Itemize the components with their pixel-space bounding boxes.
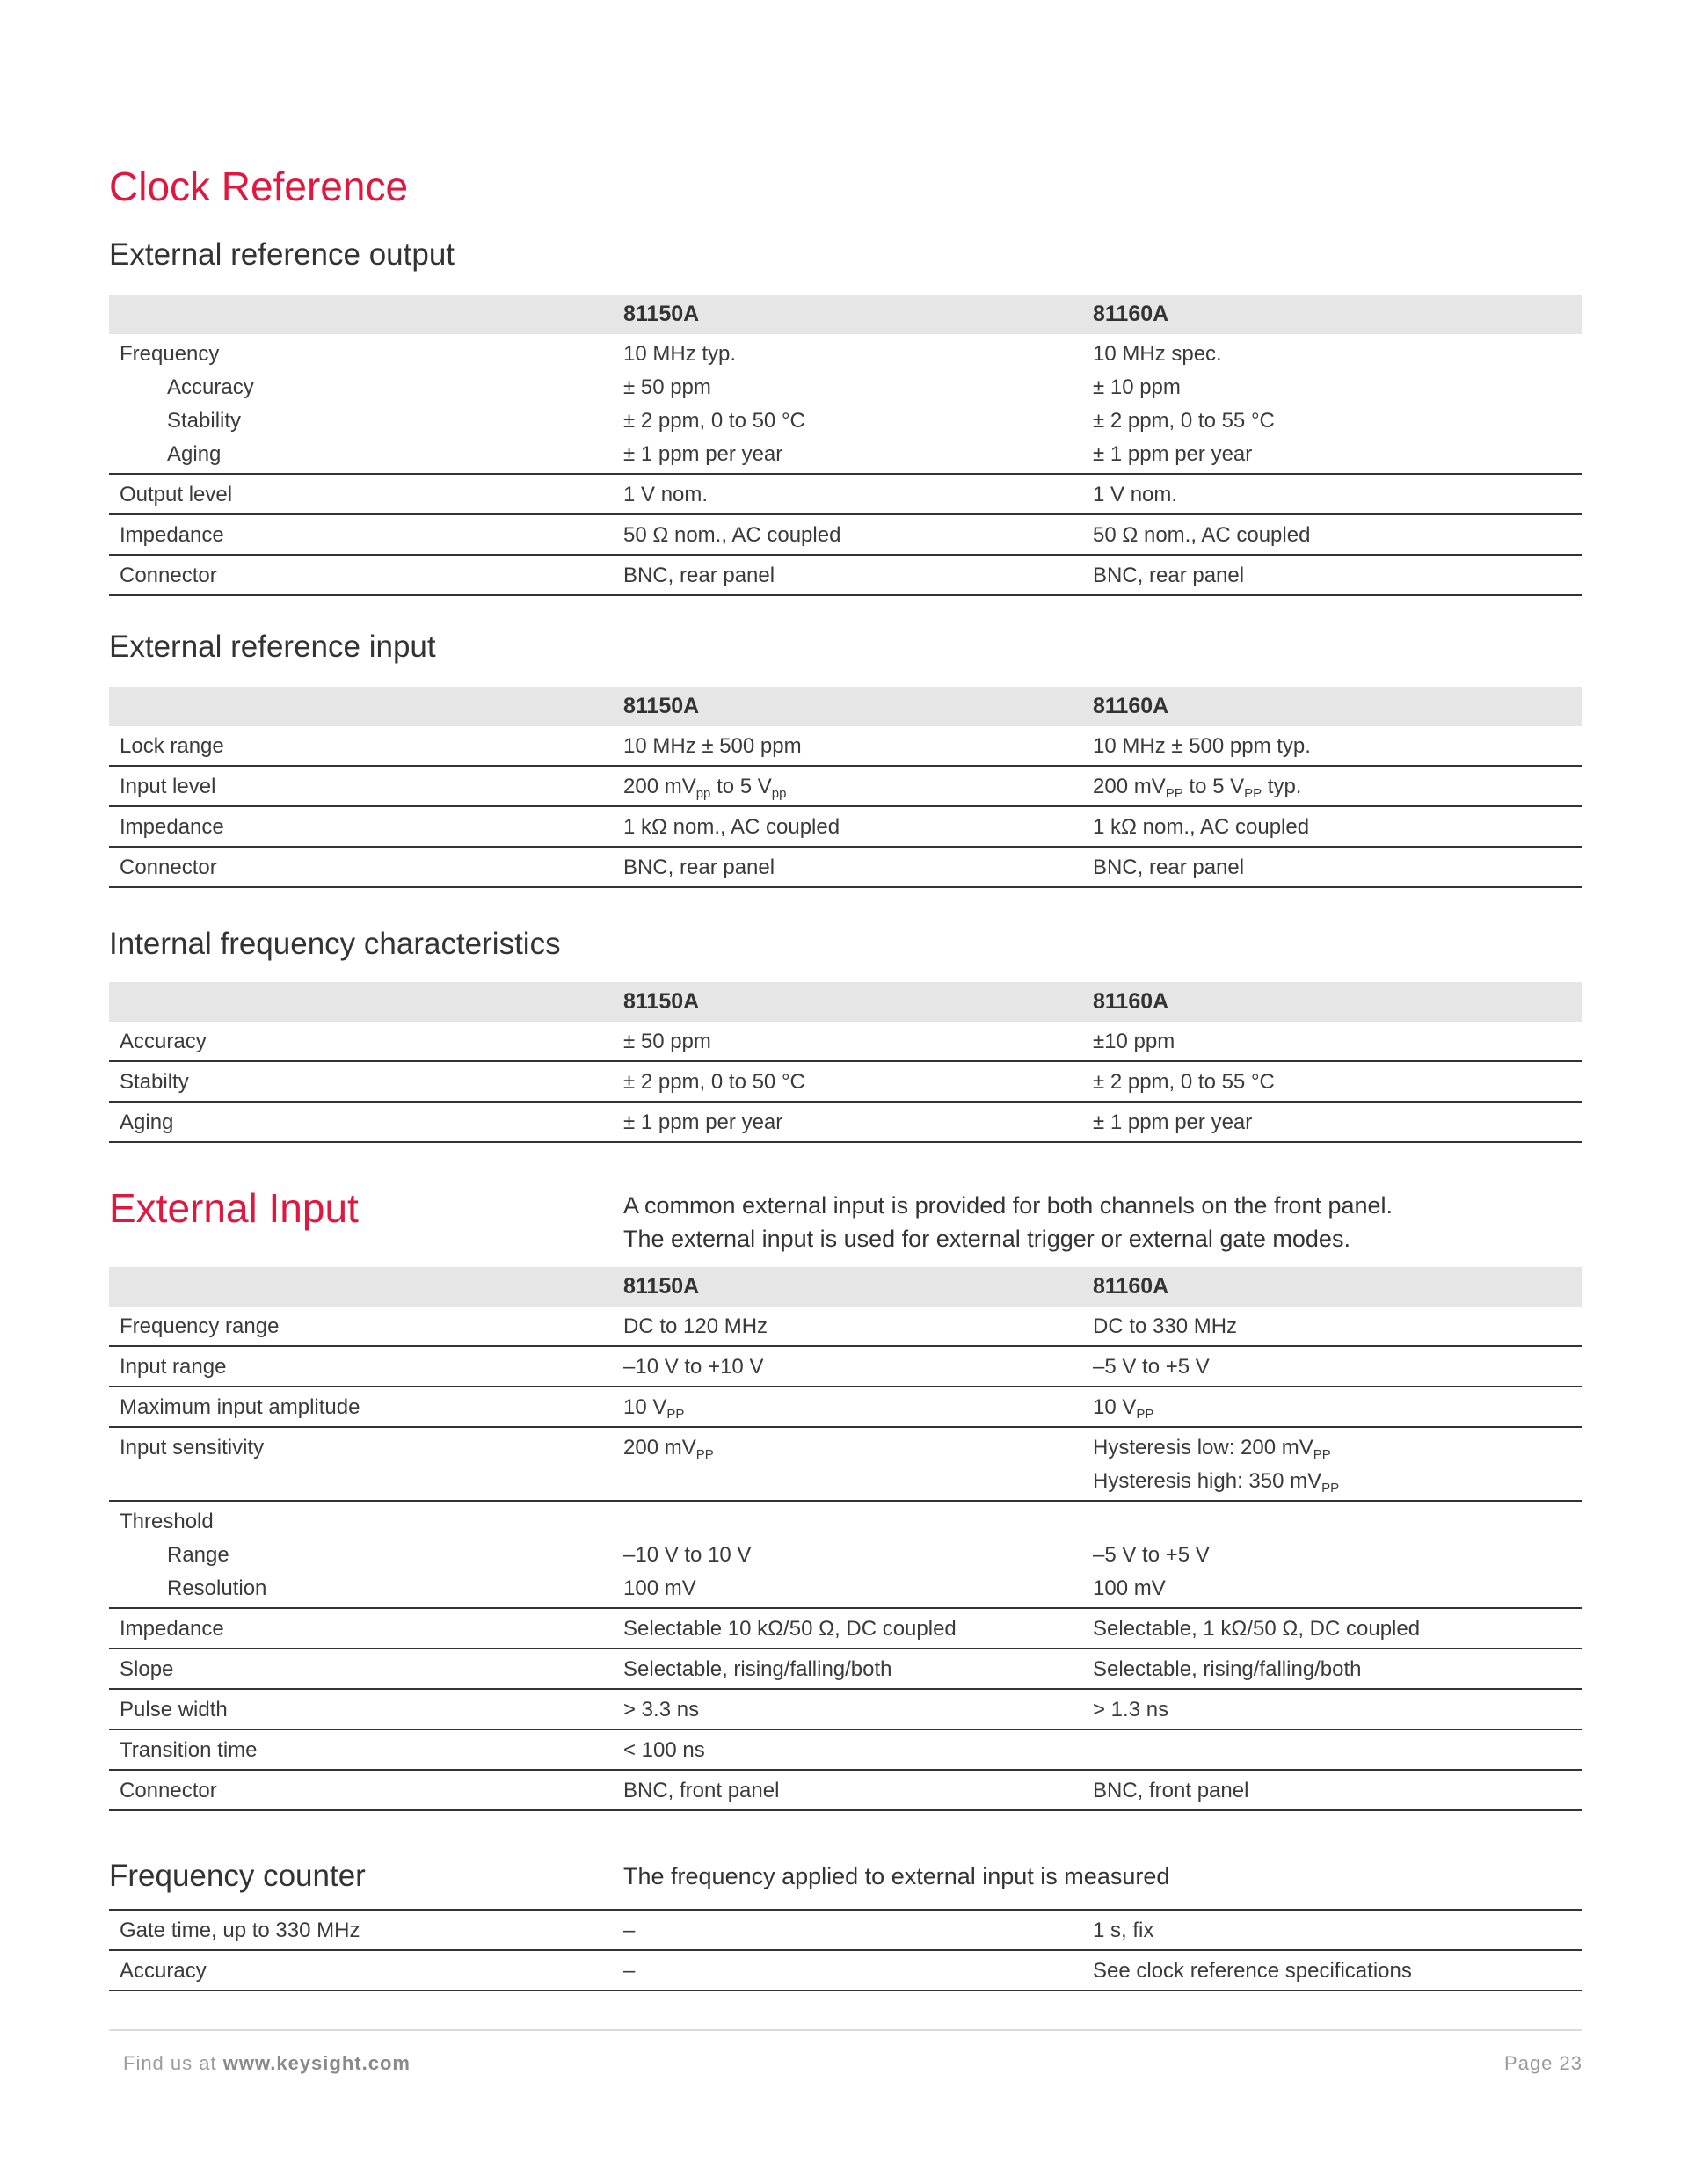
value-cell (1093, 1106, 1582, 1139)
value-cell (1093, 730, 1582, 763)
value-cell (623, 404, 1093, 438)
value-text: 200 mV (1093, 775, 1166, 798)
subsection-title-freq-counter: Frequency counter (109, 1859, 366, 1893)
table-line (109, 1539, 1582, 1572)
table-line (109, 1774, 1582, 1808)
value-text: –5 V to +5 V (1093, 1543, 1210, 1567)
value-cell (623, 851, 1093, 885)
value-text: > 3.3 ns (623, 1698, 700, 1722)
value-text: – (623, 1959, 636, 1983)
row-label (109, 1465, 623, 1498)
page-number: Page 23 (1504, 2052, 1582, 2074)
table-line (109, 1613, 1582, 1646)
value-text: ± 1 ppm per year (623, 1110, 783, 1134)
footer-divider (109, 2029, 1582, 2031)
table-line (109, 371, 1582, 404)
value-text: Selectable, 1 kΩ/50 Ω, DC coupled (1093, 1617, 1421, 1641)
value-text: to 5 V (1182, 775, 1245, 798)
value-cell (1093, 519, 1582, 552)
row-label: Resolution (167, 1576, 267, 1600)
value-text: typ. (1262, 775, 1302, 798)
value-cell (1093, 1025, 1582, 1059)
value-cell (1093, 338, 1582, 371)
column-header: 81150A (623, 989, 700, 1014)
subscript: PP (1321, 1481, 1340, 1496)
value-text: ± 2 ppm, 0 to 55 °C (1093, 1070, 1275, 1094)
ext-ref-input-table (109, 687, 1582, 888)
value-text: ± 50 ppm (623, 1030, 711, 1053)
table-line (109, 1066, 1582, 1099)
table-row (109, 1428, 1582, 1502)
table-row (109, 1103, 1582, 1143)
table-line (109, 1391, 1582, 1424)
value-cell (1093, 1914, 1582, 1947)
value-text: 50 Ω nom., AC coupled (1093, 523, 1311, 547)
value-cell (1093, 1693, 1582, 1727)
subsection-title-internal-freq: Internal frequency characteristics (109, 927, 561, 961)
row-label: Stability (167, 409, 242, 433)
table-row (109, 556, 1582, 596)
value-text: –5 V to +5 V (1093, 1355, 1210, 1379)
value-cell (623, 1310, 1093, 1343)
row-label: Connector (120, 855, 217, 879)
row-label: Gate time, up to 330 MHz (120, 1918, 360, 1942)
table-row (109, 1307, 1582, 1347)
value-text: < 100 ns (623, 1738, 705, 1762)
value-text: 200 mV (623, 775, 696, 798)
value-cell (623, 1505, 1093, 1539)
subsection-title-ext-ref-output: External reference output (109, 237, 455, 272)
value-cell (1093, 1955, 1582, 1988)
column-header: 81160A (1093, 694, 1169, 718)
value-cell (623, 770, 1093, 804)
value-text: to 5 V (710, 775, 772, 798)
value-text: ± 1 ppm per year (1093, 442, 1253, 466)
value-cell (623, 1653, 1093, 1686)
table-row (109, 515, 1582, 556)
value-text: 1 V nom. (1093, 483, 1178, 506)
row-label: Input level (120, 775, 216, 798)
table-line (109, 1025, 1582, 1059)
column-header: 81160A (1093, 1274, 1169, 1299)
value-cell (1093, 770, 1582, 804)
value-cell (1093, 1572, 1582, 1605)
table-line (109, 1734, 1582, 1767)
value-text: ±10 ppm (1093, 1030, 1175, 1053)
table-line (109, 404, 1582, 438)
table-row (109, 1771, 1582, 1811)
value-text: 1 kΩ nom., AC coupled (623, 815, 840, 839)
table-line (109, 1653, 1582, 1686)
value-text: BNC, front panel (1093, 1779, 1249, 1802)
table-line (109, 1431, 1582, 1465)
description-line: The external input is used for external trigger or external gate modes. (623, 1226, 1350, 1252)
row-label: Transition time (120, 1738, 258, 1762)
value-cell (623, 1693, 1093, 1727)
row-label: Accuracy (167, 375, 254, 399)
row-label: Lock range (120, 734, 224, 758)
table-row (109, 726, 1582, 767)
table-row (109, 334, 1582, 475)
table-line (109, 1350, 1582, 1384)
row-label: Slope (120, 1657, 174, 1681)
row-label: Connector (120, 564, 217, 587)
value-text: ± 2 ppm, 0 to 50 °C (623, 1070, 805, 1094)
value-cell (1093, 1613, 1582, 1646)
table-line (109, 438, 1582, 471)
table-row (109, 807, 1582, 848)
value-text: BNC, rear panel (623, 564, 775, 587)
table-row (109, 1951, 1582, 1991)
value-cell (1093, 811, 1582, 844)
value-text: ± 1 ppm per year (1093, 1110, 1253, 1134)
value-text: 100 mV (1093, 1576, 1166, 1600)
table-line (109, 1914, 1582, 1947)
value-cell (623, 1914, 1093, 1947)
row-label: Aging (120, 1110, 174, 1134)
table-row (109, 1502, 1582, 1609)
column-header: 81160A (1093, 302, 1169, 326)
value-cell (1093, 1465, 1582, 1498)
subscript: PP (666, 1407, 685, 1422)
value-text: DC to 120 MHz (623, 1314, 768, 1338)
value-cell (1093, 1350, 1582, 1384)
value-text: 10 MHz spec. (1093, 342, 1222, 366)
value-text: 100 mV (623, 1576, 696, 1600)
subscript: PP (1313, 1447, 1331, 1462)
subscript: pp (695, 786, 711, 801)
value-cell (623, 730, 1093, 763)
value-text: ± 50 ppm (623, 375, 711, 399)
table-line (109, 1955, 1582, 1988)
table-row (109, 1347, 1582, 1387)
value-cell (623, 1572, 1093, 1605)
value-text: See clock reference specifications (1093, 1959, 1412, 1983)
row-label: Accuracy (120, 1959, 207, 1983)
value-cell (623, 1774, 1093, 1808)
table-row (109, 1730, 1582, 1771)
value-text: Selectable, rising/falling/both (1093, 1657, 1362, 1681)
table-line (109, 1310, 1582, 1343)
table-row (109, 848, 1582, 888)
value-text: 1 s, fix (1093, 1918, 1154, 1942)
value-text: 10 V (1093, 1395, 1137, 1419)
value-cell (1093, 1310, 1582, 1343)
freq-counter-table (109, 1909, 1582, 1991)
table-row (109, 1022, 1582, 1062)
row-label: Threshold (120, 1510, 214, 1533)
value-cell (1093, 1774, 1582, 1808)
table-row (109, 1690, 1582, 1730)
row-label: Impedance (120, 815, 224, 839)
table-row (109, 1609, 1582, 1649)
row-label: Frequency range (120, 1314, 280, 1338)
value-cell (623, 1734, 1093, 1767)
table-line (109, 519, 1582, 552)
value-cell (623, 338, 1093, 371)
table-line (109, 770, 1582, 804)
table-header (109, 687, 1582, 726)
row-label: Input sensitivity (120, 1436, 265, 1460)
value-cell (1093, 1653, 1582, 1686)
row-label: Impedance (120, 1617, 224, 1641)
value-cell (623, 1391, 1093, 1424)
value-text: 1 V nom. (623, 483, 709, 506)
value-cell (623, 811, 1093, 844)
value-text: BNC, rear panel (1093, 564, 1245, 587)
row-label: Output level (120, 483, 233, 506)
value-cell (1093, 1431, 1582, 1465)
value-text: 10 MHz ± 500 ppm (623, 734, 802, 758)
subscript: PP (1165, 786, 1183, 801)
row-label: Aging (167, 442, 222, 466)
value-cell (623, 1539, 1093, 1572)
row-label: Pulse width (120, 1698, 228, 1722)
table-line (109, 1106, 1582, 1139)
table-row (109, 1387, 1582, 1428)
value-text: Selectable, rising/falling/both (623, 1657, 892, 1681)
value-cell (1093, 559, 1582, 593)
table-line (109, 1693, 1582, 1727)
value-cell (1093, 371, 1582, 404)
external-input-table (109, 1267, 1582, 1811)
table-line (109, 559, 1582, 593)
value-text: 50 Ω nom., AC coupled (623, 523, 841, 547)
subscript: PP (695, 1447, 714, 1462)
value-cell (1093, 1734, 1582, 1767)
value-cell (1093, 438, 1582, 471)
value-text: DC to 330 MHz (1093, 1314, 1238, 1338)
value-text: ± 1 ppm per year (623, 442, 783, 466)
value-text: – (623, 1918, 636, 1942)
section-title-clock-reference: Clock Reference (109, 164, 409, 209)
footer-url-link[interactable]: www.keysight.com (222, 2052, 411, 2074)
section-title-external-input: External Input (109, 1185, 359, 1231)
table-line (109, 338, 1582, 371)
table-line (109, 811, 1582, 844)
row-label: Stabilty (120, 1070, 189, 1094)
value-text: –10 V to +10 V (623, 1355, 764, 1379)
value-text: ± 2 ppm, 0 to 55 °C (1093, 409, 1275, 433)
internal-freq-table (109, 982, 1582, 1143)
value-cell (623, 1613, 1093, 1646)
subscript: pp (771, 786, 787, 801)
value-text: ± 2 ppm, 0 to 50 °C (623, 409, 805, 433)
row-label: Maximum input amplitude (120, 1395, 360, 1419)
value-cell (1093, 1505, 1582, 1539)
table-row (109, 1062, 1582, 1103)
row-label: Connector (120, 1779, 217, 1802)
external-input-description (623, 1189, 1393, 1256)
value-cell (623, 1431, 1093, 1465)
freq-counter-description: The frequency applied to external input is measured (623, 1863, 1170, 1889)
row-label: Impedance (120, 523, 224, 547)
value-cell (623, 1465, 1093, 1498)
value-cell (1093, 404, 1582, 438)
value-text: BNC, rear panel (1093, 855, 1245, 879)
table-row (109, 767, 1582, 807)
value-text: 10 V (623, 1395, 667, 1419)
subscript: PP (1244, 786, 1262, 801)
value-cell (1093, 851, 1582, 885)
value-cell (623, 1106, 1093, 1139)
value-cell (623, 438, 1093, 471)
column-header: 81150A (623, 1274, 700, 1299)
row-label: Range (167, 1543, 229, 1567)
value-text: 10 MHz ± 500 ppm typ. (1093, 734, 1311, 758)
table-row (109, 475, 1582, 515)
row-label: Input range (120, 1355, 227, 1379)
value-text: Hysteresis low: 200 mV (1093, 1436, 1313, 1460)
value-text: BNC, front panel (623, 1779, 780, 1802)
value-cell (1093, 1539, 1582, 1572)
value-cell (623, 371, 1093, 404)
value-text: BNC, rear panel (623, 855, 775, 879)
table-header (109, 1267, 1582, 1307)
value-text: Selectable 10 kΩ/50 Ω, DC coupled (623, 1617, 957, 1641)
table-line (109, 1465, 1582, 1498)
value-text: 200 mV (623, 1436, 696, 1460)
value-text: –10 V to 10 V (623, 1543, 752, 1567)
table-row (109, 1909, 1582, 1951)
value-cell (1093, 1066, 1582, 1099)
value-cell (623, 519, 1093, 552)
value-cell (623, 478, 1093, 512)
column-header: 81150A (623, 302, 700, 326)
value-text: 1 kΩ nom., AC coupled (1093, 815, 1310, 839)
footer-find-us (123, 2052, 411, 2075)
table-row (109, 1649, 1582, 1690)
table-line (109, 478, 1582, 512)
table-header (109, 982, 1582, 1022)
ext-ref-output-table (109, 295, 1582, 596)
value-text: ± 10 ppm (1093, 375, 1181, 399)
description-line: A common external input is provided for both channels on the front panel. (623, 1192, 1393, 1219)
table-line (109, 1572, 1582, 1605)
value-text: 10 MHz typ. (623, 342, 737, 366)
value-cell (623, 1025, 1093, 1059)
value-cell (623, 1955, 1093, 1988)
column-header: 81150A (623, 694, 700, 718)
row-label: Frequency (120, 342, 220, 366)
table-line (109, 730, 1582, 763)
table-header (109, 295, 1582, 334)
value-cell (1093, 1391, 1582, 1424)
value-text: Hysteresis high: 350 mV (1093, 1469, 1322, 1493)
value-text: > 1.3 ns (1093, 1698, 1169, 1722)
row-label: Accuracy (120, 1030, 207, 1053)
value-cell (623, 1066, 1093, 1099)
table-line (109, 851, 1582, 885)
value-cell (623, 1350, 1093, 1384)
value-cell (1093, 478, 1582, 512)
value-cell (623, 559, 1093, 593)
subsection-title-ext-ref-input: External reference input (109, 630, 436, 664)
column-header: 81160A (1093, 989, 1169, 1014)
subscript: PP (1136, 1407, 1154, 1422)
table-line (109, 1505, 1582, 1539)
footer-prefix: Find us at (123, 2052, 223, 2074)
